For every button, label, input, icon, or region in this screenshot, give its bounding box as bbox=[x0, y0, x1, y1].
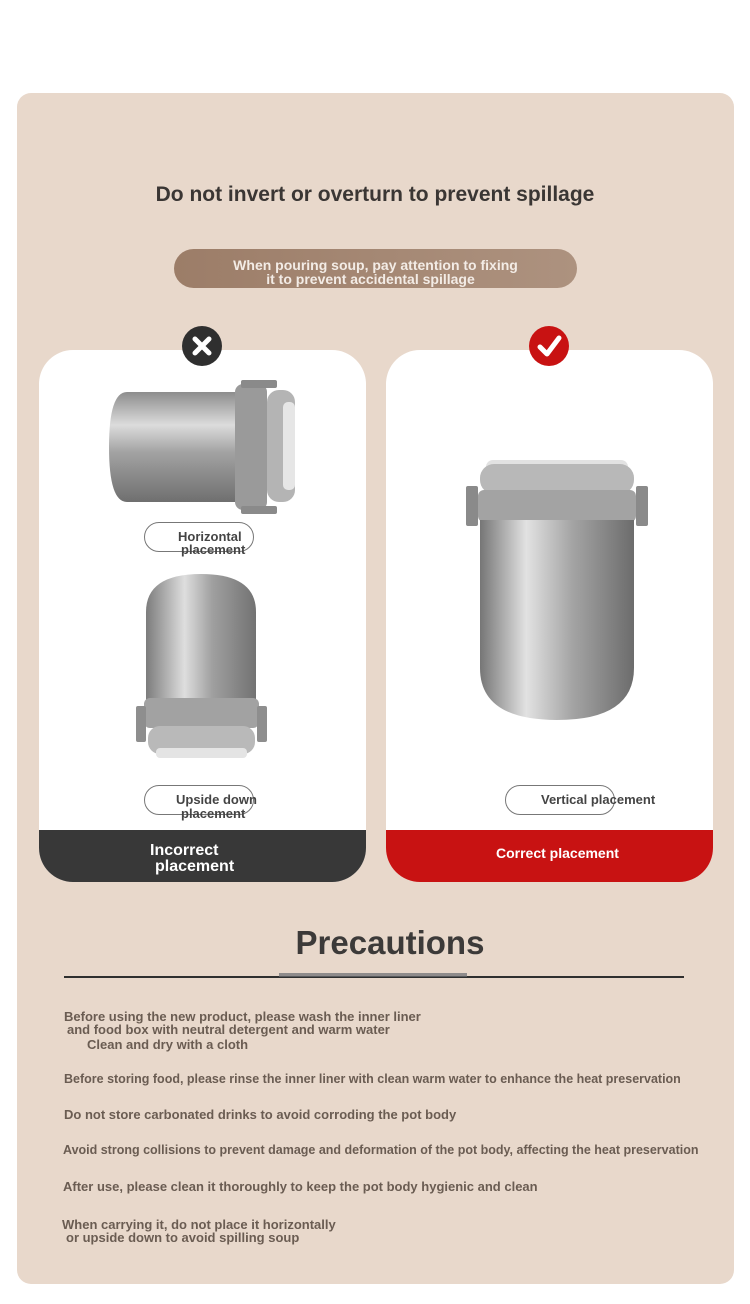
tag-label: Vertical placement bbox=[541, 792, 656, 807]
vertical-container-image bbox=[466, 458, 648, 723]
divider-accent bbox=[279, 973, 467, 977]
item-line: Clean and dry with a cloth bbox=[87, 1037, 249, 1052]
correct-footer bbox=[386, 830, 713, 882]
item-line: or upside down to avoid spilling soup bbox=[66, 1230, 300, 1245]
upside-down-placement-tag bbox=[144, 785, 257, 821]
incorrect-card bbox=[39, 350, 366, 882]
footer-label: Correct placement bbox=[496, 845, 619, 861]
pill-line-1: When pouring soup, pay attention to fixing bbox=[233, 257, 518, 273]
correct-card bbox=[386, 350, 713, 882]
item-line: After use, please clean it thoroughly to keep the pot body hygienic and clean bbox=[63, 1179, 538, 1194]
upside-down-container-image bbox=[134, 572, 269, 762]
item-line: and food box with neutral detergent and warm water bbox=[67, 1022, 390, 1037]
tag-line-1: Horizontal bbox=[178, 529, 242, 544]
item-line: Before using the new product, please wash the inner liner bbox=[64, 1009, 421, 1024]
item-line: When carrying it, do not place it horizontally bbox=[62, 1217, 336, 1232]
pill-line-2: it to prevent accidental spillage bbox=[266, 271, 475, 287]
item-line: Avoid strong collisions to prevent damage and deformation of the pot body, affecting the heat preservation bbox=[63, 1143, 699, 1157]
precautions-title: Precautions bbox=[295, 924, 485, 961]
item-line: Before storing food, please rinse the inner liner with clean warm water to enhance the heat preservation bbox=[64, 1072, 681, 1086]
cross-icon bbox=[182, 326, 222, 366]
item-line: Do not store carbonated drinks to avoid corroding the pot body bbox=[64, 1107, 457, 1122]
incorrect-footer bbox=[39, 830, 366, 882]
headline: Do not invert or overturn to prevent spillage bbox=[155, 183, 595, 206]
tag-line-2: placement bbox=[181, 806, 246, 821]
tag-line-2: placement bbox=[181, 542, 246, 557]
vertical-placement-tag bbox=[505, 785, 656, 815]
check-icon bbox=[529, 326, 569, 366]
footer-line-2: placement bbox=[155, 858, 235, 875]
horizontal-placement-tag bbox=[144, 522, 254, 557]
instruction-pill bbox=[174, 249, 577, 288]
footer-line-1: Incorrect bbox=[150, 842, 219, 859]
tag-line-1: Upside down bbox=[176, 792, 257, 807]
horizontal-container-image bbox=[107, 380, 307, 515]
